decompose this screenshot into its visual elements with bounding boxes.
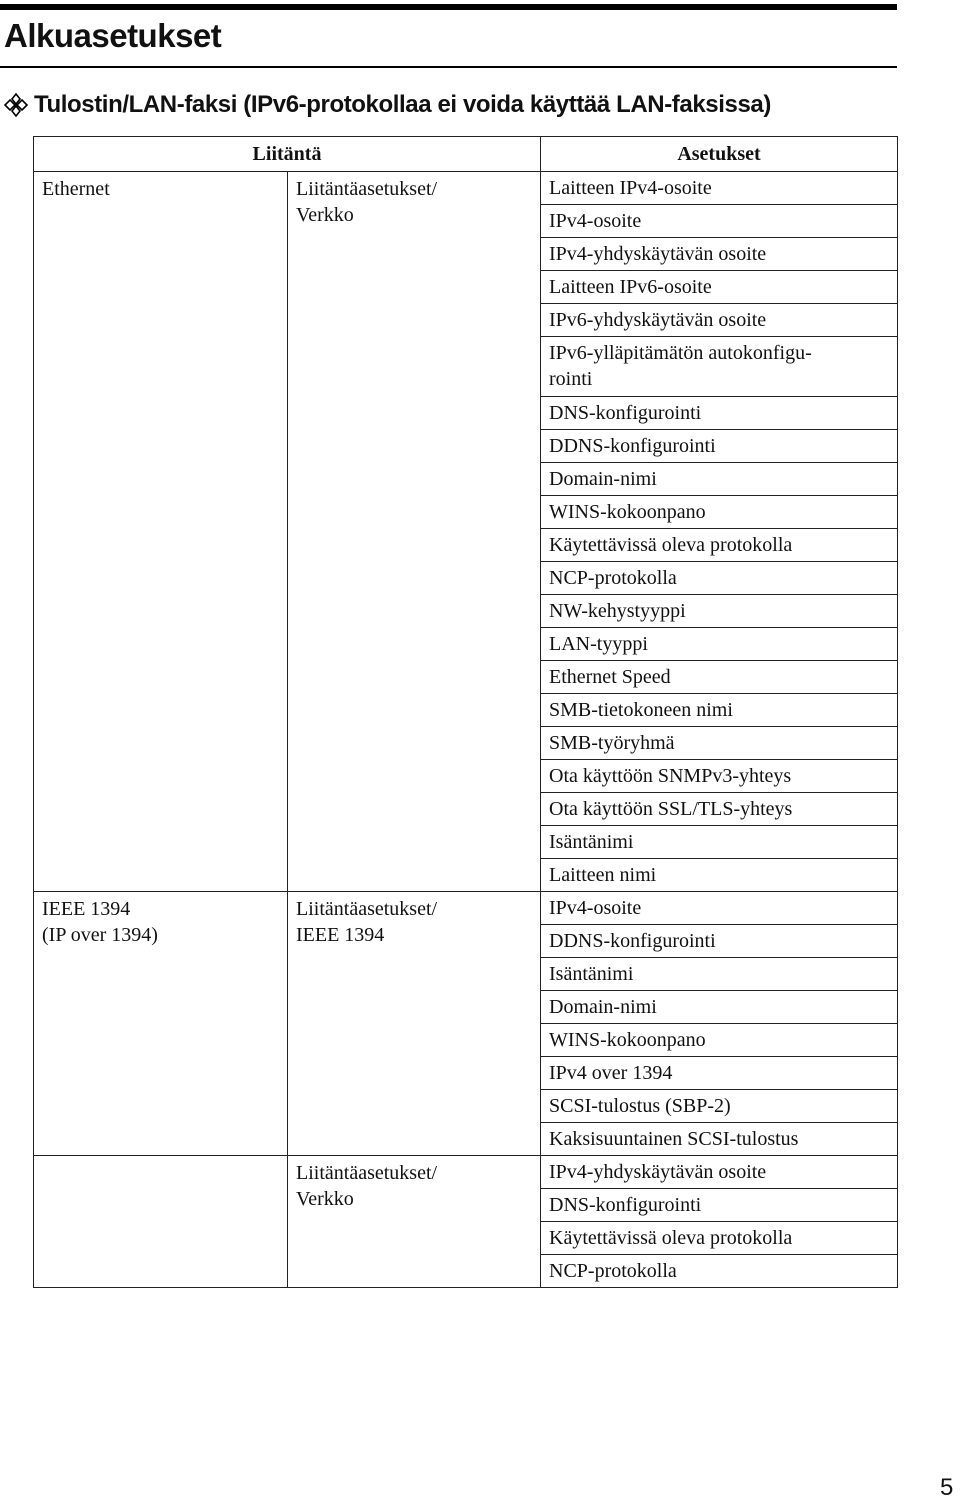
setting-cell: IPv4 over 1394 [541, 1057, 898, 1090]
setting-cell: IPv4-osoite [541, 205, 898, 238]
page-title: Alkuasetukset [4, 17, 222, 54]
setting-cell: IPv4-yhdyskäytävän osoite [541, 238, 898, 271]
section-heading-text: Tulostin/LAN-faksi (IPv6-protokollaa ei voida käyttää LAN-faksissa) [34, 91, 771, 118]
category-cell [288, 892, 541, 1156]
setting-cell: Laitteen IPv4-osoite [541, 172, 898, 205]
table-header-row [34, 137, 898, 172]
four-diamonds-icon [4, 93, 28, 117]
setting-cell: NW-kehystyyppi [541, 595, 898, 628]
section-heading [4, 86, 771, 124]
interface-label: IEEE 1394 [42, 898, 131, 920]
setting-cell: NCP-protokolla [541, 1255, 898, 1288]
interface-cell [34, 1156, 288, 1288]
settings-table [33, 136, 898, 1288]
setting-cell: IPv6-ylläpitämätön autokonfigu- rointi [541, 337, 898, 397]
setting-cell: WINS-kokoonpano [541, 1024, 898, 1057]
category-label: Verkko [296, 204, 354, 226]
setting-cell: SCSI-tulostus (SBP-2) [541, 1090, 898, 1123]
setting-cell: IPv6-yhdyskäytävän osoite [541, 304, 898, 337]
setting-cell: IPv4-osoite [541, 892, 898, 925]
interface-label: (IP over 1394) [42, 924, 158, 946]
setting-cell: DDNS-konfigurointi [541, 925, 898, 958]
category-cell [288, 172, 541, 892]
setting-cell: DNS-konfigurointi [541, 1189, 898, 1222]
category-label: Liitäntäasetukset/ [296, 898, 438, 920]
setting-cell: Käytettävissä oleva protokolla [541, 529, 898, 562]
setting-cell: Domain-nimi [541, 991, 898, 1024]
header-settings: Asetukset [541, 137, 898, 172]
category-label: Liitäntäasetukset/ [296, 1162, 438, 1184]
setting-cell: Ota käyttöön SSL/TLS-yhteys [541, 793, 898, 826]
interface-cell [34, 892, 288, 1156]
setting-cell: Käytettävissä oleva protokolla [541, 1222, 898, 1255]
table-row [34, 172, 898, 205]
setting-cell: Laitteen nimi [541, 859, 898, 892]
interface-label: Ethernet [42, 178, 110, 200]
category-label: Liitäntäasetukset/ [296, 178, 438, 200]
setting-cell: Domain-nimi [541, 463, 898, 496]
setting-cell: DDNS-konfigurointi [541, 430, 898, 463]
category-cell [288, 1156, 541, 1288]
setting-cell: Isäntänimi [541, 826, 898, 859]
page-number: 5 [940, 1474, 954, 1501]
table-row [34, 1156, 898, 1189]
setting-cell: NCP-protokolla [541, 562, 898, 595]
title-rule [0, 66, 897, 68]
setting-cell: Kaksisuuntainen SCSI-tulostus [541, 1123, 898, 1156]
setting-cell: Laitteen IPv6-osoite [541, 271, 898, 304]
setting-cell: DNS-konfigurointi [541, 397, 898, 430]
interface-cell [34, 172, 288, 892]
setting-cell: SMB-tietokoneen nimi [541, 694, 898, 727]
setting-cell: SMB-työryhmä [541, 727, 898, 760]
setting-cell: LAN-tyyppi [541, 628, 898, 661]
setting-cell: IPv4-yhdyskäytävän osoite [541, 1156, 898, 1189]
table-row [34, 892, 898, 925]
setting-cell: Isäntänimi [541, 958, 898, 991]
category-label: IEEE 1394 [296, 924, 385, 946]
setting-cell: Ethernet Speed [541, 661, 898, 694]
category-label: Verkko [296, 1188, 354, 1210]
top-rule [0, 4, 897, 10]
header-interface: Liitäntä [34, 137, 541, 172]
setting-cell: Ota käyttöön SNMPv3-yhteys [541, 760, 898, 793]
setting-cell: WINS-kokoonpano [541, 496, 898, 529]
